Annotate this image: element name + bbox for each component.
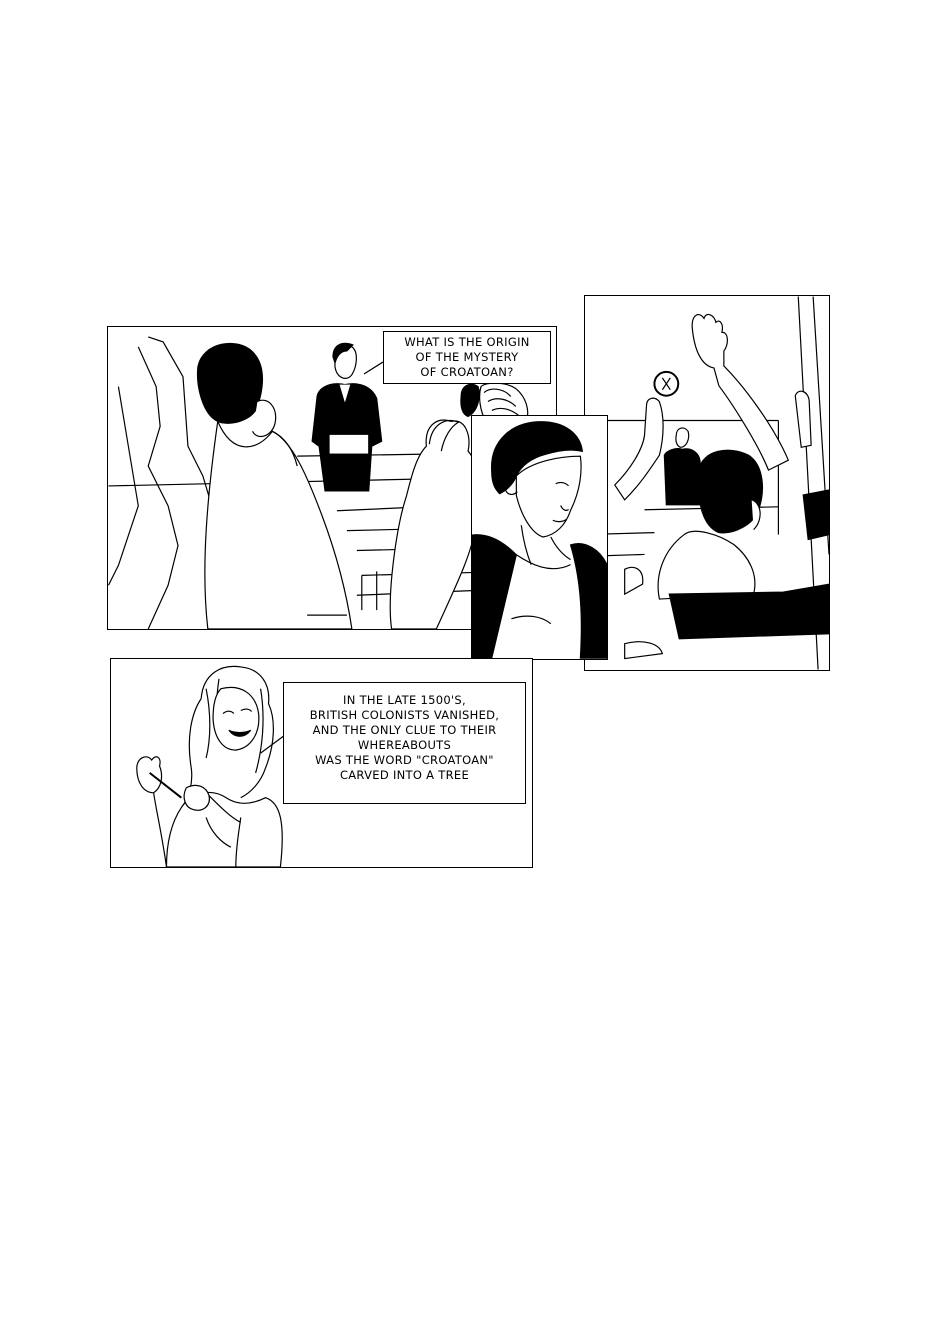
speech-line: WHEREABOUTS xyxy=(357,738,452,752)
student-closeup-illustration xyxy=(472,416,607,659)
speech-line: BRITISH COLONISTS VANISHED, xyxy=(309,708,500,722)
speech-line: WHAT IS THE ORIGIN xyxy=(404,335,530,349)
teacher-speech-bubble xyxy=(383,331,551,384)
speech-line: WAS THE WORD "CROATOAN" xyxy=(315,753,494,767)
raised-hands-illustration xyxy=(585,296,829,670)
speech-tail xyxy=(360,360,390,380)
girl-speech-bubble xyxy=(283,682,526,804)
speech-line: OF CROATOAN? xyxy=(420,365,514,379)
speech-line: OF THE MYSTERY xyxy=(415,350,519,364)
student-closeup-panel xyxy=(471,415,608,660)
raised-hands-panel xyxy=(584,295,830,671)
speech-line: AND THE ONLY CLUE TO THEIR xyxy=(312,723,497,737)
speech-line: IN THE LATE 1500'S, xyxy=(343,693,466,707)
speech-line: CARVED INTO A TREE xyxy=(339,768,470,782)
